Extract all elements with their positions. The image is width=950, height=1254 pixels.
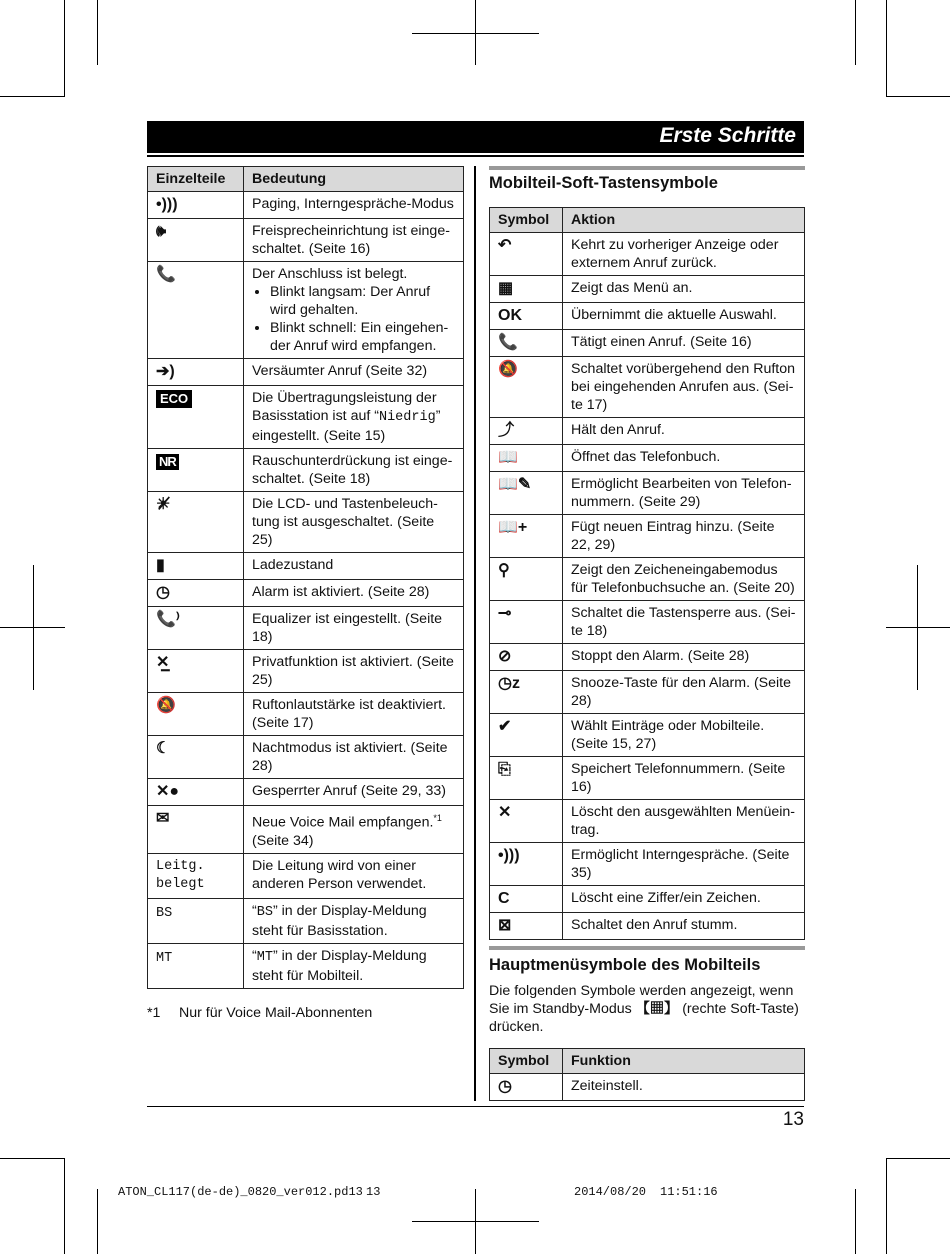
symbol-cell [148, 219, 244, 262]
header-rule [147, 155, 804, 157]
table-row [490, 886, 805, 913]
description-text: Schaltet den Anruf stumm. [571, 917, 738, 933]
symbol-cell [148, 580, 244, 607]
symbol-cell [148, 192, 244, 219]
column-divider [474, 166, 476, 1101]
symbol-cell [148, 853, 244, 898]
bullet-item: • Blinkt langsam: Der Anruf wird gehalten. [270, 283, 455, 319]
table-row [490, 601, 805, 644]
footnote-key: *1 [147, 1005, 161, 1021]
table-row [490, 558, 805, 601]
description-text: Gesperrter Anruf (Seite 29, 33) [252, 783, 446, 799]
description-text: Hält den Anruf. [571, 422, 665, 438]
symbol-cell [148, 492, 244, 553]
section-title: Mobilteil-Soft-Tastensymbole [489, 174, 718, 192]
symbol-cell [490, 644, 563, 671]
description-cell [244, 219, 464, 262]
description-text: Freisprecheinrichtung ist eingeschaltet. (Seite 16) [252, 223, 450, 257]
table-row [490, 418, 805, 445]
description-text: Schaltet die Tastensperre aus. (Seite 18) [571, 605, 796, 639]
description-text: Neue Voice Mail empfangen. [252, 814, 434, 831]
description-text: Stoppt den Alarm. (Seite 28) [571, 648, 750, 664]
description-text: Speichert Telefonnummern. (Seite 16) [571, 761, 786, 795]
crop-mark [886, 1158, 950, 1159]
description-cell [563, 913, 805, 940]
intro-text-part: (rechte Soft-Taste) drücken. [489, 1001, 799, 1035]
symbol-cell [148, 359, 244, 386]
column-header: Symbol [490, 1049, 563, 1074]
table-row [490, 472, 805, 515]
description-cell [244, 943, 464, 988]
crop-mark [886, 0, 887, 96]
page-number: 13 [782, 1109, 804, 1130]
crop-mark [97, 1189, 98, 1254]
ringer-off-icon: 🔕 [156, 697, 176, 714]
description-text: Schaltet vorübergehend den Rufton bei eingehenden Anrufen aus. (Seite 17) [571, 361, 796, 413]
description-cell [244, 359, 464, 386]
table-row [490, 843, 805, 886]
crop-mark [917, 565, 918, 690]
table-row [490, 515, 805, 558]
description-cell [244, 492, 464, 553]
table-row [148, 943, 464, 988]
table-row [490, 1074, 805, 1101]
crop-mark [475, 0, 476, 65]
description-cell [563, 1074, 805, 1101]
description-cell [563, 601, 805, 644]
crop-mark [855, 1189, 856, 1254]
description-text: ” in der Display-Meldung steht für Mobilteil. [252, 947, 427, 984]
description-text: Ermöglicht Interngespräche. (Seite 35) [571, 847, 790, 881]
table-row [490, 800, 805, 843]
table-row [148, 262, 464, 359]
phonebook-add-icon: 📖+ [498, 519, 528, 536]
description-cell [563, 558, 805, 601]
symbol-cell [490, 357, 563, 418]
table-row [148, 359, 464, 386]
symbol-cell [490, 515, 563, 558]
alarm-stop-icon: ⊘ [498, 648, 512, 665]
key-unlock-icon: ⊸ [498, 605, 512, 622]
table-row [148, 607, 464, 650]
description-text: Tätigt einen Anruf. (Seite 16) [571, 334, 752, 350]
table-row [148, 693, 464, 736]
table-row [148, 779, 464, 806]
table-row [490, 330, 805, 357]
speaker-icon: 🕪 [156, 223, 167, 240]
symbol-cell [148, 693, 244, 736]
description-text: Zeiteinstell. [571, 1078, 643, 1094]
description-cell [563, 357, 805, 418]
description-cell [563, 515, 805, 558]
section-title: Hauptmenüsymbole des Mobilteils [489, 956, 761, 974]
table-row [490, 714, 805, 757]
table-row [148, 553, 464, 580]
snooze-icon: ◷z [498, 675, 520, 692]
intercom-icon: •))) [498, 847, 520, 864]
voice-mail-icon: ✉ [156, 810, 170, 827]
symbol-cell [490, 472, 563, 515]
soft-keys-table [489, 207, 805, 940]
table-row [490, 303, 805, 330]
description-cell [244, 779, 464, 806]
menu-key-icon: 【▦】 [635, 1001, 679, 1017]
symbol-cell [148, 607, 244, 650]
ringer-off-icon: 🔕 [498, 361, 518, 378]
table-row [490, 913, 805, 940]
description-text: “ [252, 947, 257, 964]
symbol-cell [490, 1074, 563, 1101]
phonebook-icon: 📖 [498, 449, 518, 466]
description-text: Übernimmt die aktuelle Auswahl. [571, 307, 777, 323]
table-row [490, 671, 805, 714]
crop-mark [97, 0, 98, 65]
equalizer-icon: 📞⁾ [156, 611, 180, 628]
description-cell [244, 192, 464, 219]
description-text: Nachtmodus ist aktiviert. (Seite 28) [252, 740, 448, 774]
hold-icon: ⤴ [498, 422, 515, 439]
missed-call-icon: ➔) [156, 363, 175, 380]
bullet-item: • Blinkt schnell: Ein eingehender Anruf wird empfangen. [270, 319, 455, 355]
description-text: Der Anschluss ist belegt. [252, 266, 408, 282]
crop-mark [64, 1158, 65, 1254]
blocked-call-icon: ✕● [156, 783, 180, 800]
section-rule [489, 166, 805, 170]
description-cell [563, 886, 805, 913]
description-text: Rauschunterdrückung ist eingeschaltet. (Seite 18) [252, 453, 453, 487]
description-cell [244, 449, 464, 492]
description-cell [244, 806, 464, 854]
description-cell [244, 580, 464, 607]
description-cell [244, 736, 464, 779]
symbol-cell [490, 757, 563, 800]
description-cell [244, 262, 464, 359]
footnote-ref: *1 [433, 813, 442, 823]
description-text: Kehrt zu vorheriger Anzeige oder externem Anruf zurück. [571, 237, 779, 271]
search-icon: ⚲ [498, 562, 510, 579]
description-cell [563, 445, 805, 472]
description-text: Öffnet das Telefonbuch. [571, 449, 721, 465]
table-row [148, 386, 464, 449]
main-menu-table [489, 1048, 805, 1101]
description-text: Löscht den ausgewählten Menüeintrag. [571, 804, 796, 838]
column-header: Funktion [563, 1049, 805, 1074]
check-icon: ✔ [498, 718, 512, 735]
crop-mark [886, 627, 950, 628]
symbol-cell [490, 800, 563, 843]
description-text: Zeigt das Menü an. [571, 280, 693, 296]
description-text: BS [256, 904, 273, 920]
description-cell [563, 800, 805, 843]
table-row [148, 192, 464, 219]
call-icon: 📞 [498, 334, 518, 351]
description-text: MT [256, 949, 273, 965]
phonebook-edit-icon: 📖✎ [498, 476, 532, 493]
description-cell [563, 757, 805, 800]
description-cell [563, 233, 805, 276]
symbol-cell [490, 418, 563, 445]
crop-mark [33, 565, 34, 690]
description-cell [244, 607, 464, 650]
description-text: Zeigt den Zeicheneingabemodus für Telefonbuchsuche an. (Seite 20) [571, 562, 795, 596]
description-text: ” in der Display-Meldung steht für Basisstation. [252, 902, 427, 939]
symbol-cell [490, 445, 563, 472]
symbol-cell [148, 449, 244, 492]
symbol-cell [148, 386, 244, 449]
description-text: Ladezustand [252, 557, 334, 573]
column-header: Einzelteile [148, 167, 244, 192]
description-cell [244, 553, 464, 580]
symbol-label: BS [156, 905, 173, 921]
noise-reduction-icon: NR [156, 454, 179, 470]
table-row [148, 449, 464, 492]
description-cell [563, 714, 805, 757]
description-text: Alarm ist aktiviert. (Seite 28) [252, 584, 430, 600]
symbol-label: Leitg. belegt [156, 858, 213, 892]
delete-icon: ✕ [498, 804, 512, 821]
crop-mark [475, 1189, 476, 1254]
page-title: Erste Schritte [659, 124, 796, 147]
status-icons-table [147, 166, 464, 989]
description-text: ” eingestellt. (Seite 15) [252, 408, 441, 444]
description-cell [244, 386, 464, 449]
table-row [490, 644, 805, 671]
table-row [148, 736, 464, 779]
symbol-cell [148, 650, 244, 693]
description-cell [563, 644, 805, 671]
description-text: Die Leitung wird von einer anderen Person verwendet. [252, 857, 427, 892]
description-text: Wählt Einträge oder Mobilteile. (Seite 15, 27) [571, 718, 765, 752]
symbol-label: OK [498, 307, 522, 324]
symbol-cell [490, 233, 563, 276]
slug-time: 11:51:16 [660, 1185, 718, 1199]
table-row [490, 233, 805, 276]
description-text: Versäumter Anruf (Seite 32) [252, 363, 428, 379]
symbol-cell [490, 601, 563, 644]
table-row [148, 492, 464, 553]
symbol-cell [490, 671, 563, 714]
crop-mark [886, 96, 950, 97]
column-header: Bedeutung [244, 167, 464, 192]
backlight-off-icon: ☀̸ [156, 496, 171, 513]
description-cell [563, 418, 805, 445]
table-row [148, 580, 464, 607]
description-text: Die Übertragungsleistung der Basisstation ist auf “ [252, 390, 437, 424]
symbol-cell [490, 303, 563, 330]
slug-page: 13 [366, 1185, 381, 1199]
table-row [490, 757, 805, 800]
symbol-cell [148, 806, 244, 854]
symbol-cell [148, 943, 244, 988]
footnote [147, 1005, 372, 1021]
crop-mark [0, 96, 65, 97]
description-text: Die LCD- und Tastenbeleuchtung ist ausgeschaltet. (Seite 25) [252, 496, 438, 548]
description-text: Equalizer ist eingestellt. (Seite 18) [252, 611, 443, 645]
table-row [148, 898, 464, 943]
description-text: “ [252, 902, 257, 919]
mute-icon: ⊠ [498, 917, 512, 934]
crop-mark [0, 1158, 65, 1159]
column-header: Symbol [490, 208, 563, 233]
table-row [490, 357, 805, 418]
slug-date: 2014/08/20 [574, 1185, 647, 1199]
alarm-icon: ◷ [156, 584, 170, 601]
symbol-cell [148, 736, 244, 779]
description-text: Löscht eine Ziffer/ein Zeichen. [571, 890, 761, 906]
back-icon: ↶ [498, 237, 512, 254]
description-cell [563, 276, 805, 303]
description-text: Ruftonlautstärke ist deaktiviert. (Seite 17) [252, 697, 446, 731]
bullet-list [252, 283, 455, 355]
table-row [490, 276, 805, 303]
save-number-icon: ⎘ [498, 761, 511, 778]
description-cell [563, 303, 805, 330]
symbol-cell [490, 330, 563, 357]
description-text: Privatfunktion ist aktiviert. (Seite 25) [252, 654, 454, 688]
intro-text [489, 982, 799, 1036]
intro-text-part: Die folgenden Symbole werden angezeigt, wenn Sie im Standby-Modus [489, 983, 794, 1017]
description-text: Niedrig [378, 410, 436, 425]
battery-icon: ▮ [156, 557, 165, 574]
symbol-cell [148, 898, 244, 943]
table-row [148, 650, 464, 693]
symbol-cell [490, 558, 563, 601]
description-cell [244, 898, 464, 943]
eco-icon: ECO [156, 390, 192, 408]
handset-icon: 📞 [156, 266, 176, 283]
footnote-text: Nur für Voice Mail-Abonnenten [179, 1005, 373, 1021]
table-row [148, 806, 464, 854]
description-text: Fügt neuen Eintrag hinzu. (Seite 22, 29) [571, 519, 775, 553]
description-cell [563, 472, 805, 515]
clock-icon: ◷ [498, 1078, 512, 1095]
symbol-cell [490, 714, 563, 757]
column-header: Aktion [563, 208, 805, 233]
night-mode-icon: ☾ [156, 740, 171, 757]
table-row [148, 219, 464, 262]
description-cell [244, 853, 464, 898]
symbol-cell [490, 886, 563, 913]
symbol-cell [148, 553, 244, 580]
header-bar [147, 121, 804, 153]
description-cell [563, 330, 805, 357]
privacy-icon: ✕̲ [156, 654, 170, 671]
slug-file: ATON_CL117(de-de)_0820_ver012.pd13 [118, 1185, 363, 1199]
paging-icon: •))) [156, 196, 178, 213]
description-cell [244, 650, 464, 693]
description-text: Ermöglicht Bearbeiten von Telefonnummern. (Seite 29) [571, 476, 792, 510]
description-cell [563, 843, 805, 886]
table-row [148, 853, 464, 898]
description-text: (Seite 34) [252, 832, 314, 849]
table-row [490, 445, 805, 472]
symbol-cell [490, 276, 563, 303]
symbol-label: C [498, 890, 510, 907]
description-text: Paging, Interngespräche-Modus [252, 196, 454, 212]
crop-mark [64, 0, 65, 96]
footer-rule [147, 1106, 804, 1107]
description-cell [563, 671, 805, 714]
crop-mark [886, 1158, 887, 1254]
symbol-cell [148, 262, 244, 359]
menu-icon: ▦ [498, 280, 514, 297]
description-text: Snooze-Taste für den Alarm. (Seite 28) [571, 675, 792, 709]
symbol-cell [490, 913, 563, 940]
symbol-cell [148, 779, 244, 806]
crop-mark [855, 0, 856, 65]
section-rule [489, 946, 805, 950]
symbol-label: MT [156, 950, 173, 966]
description-cell [244, 693, 464, 736]
symbol-cell [490, 843, 563, 886]
